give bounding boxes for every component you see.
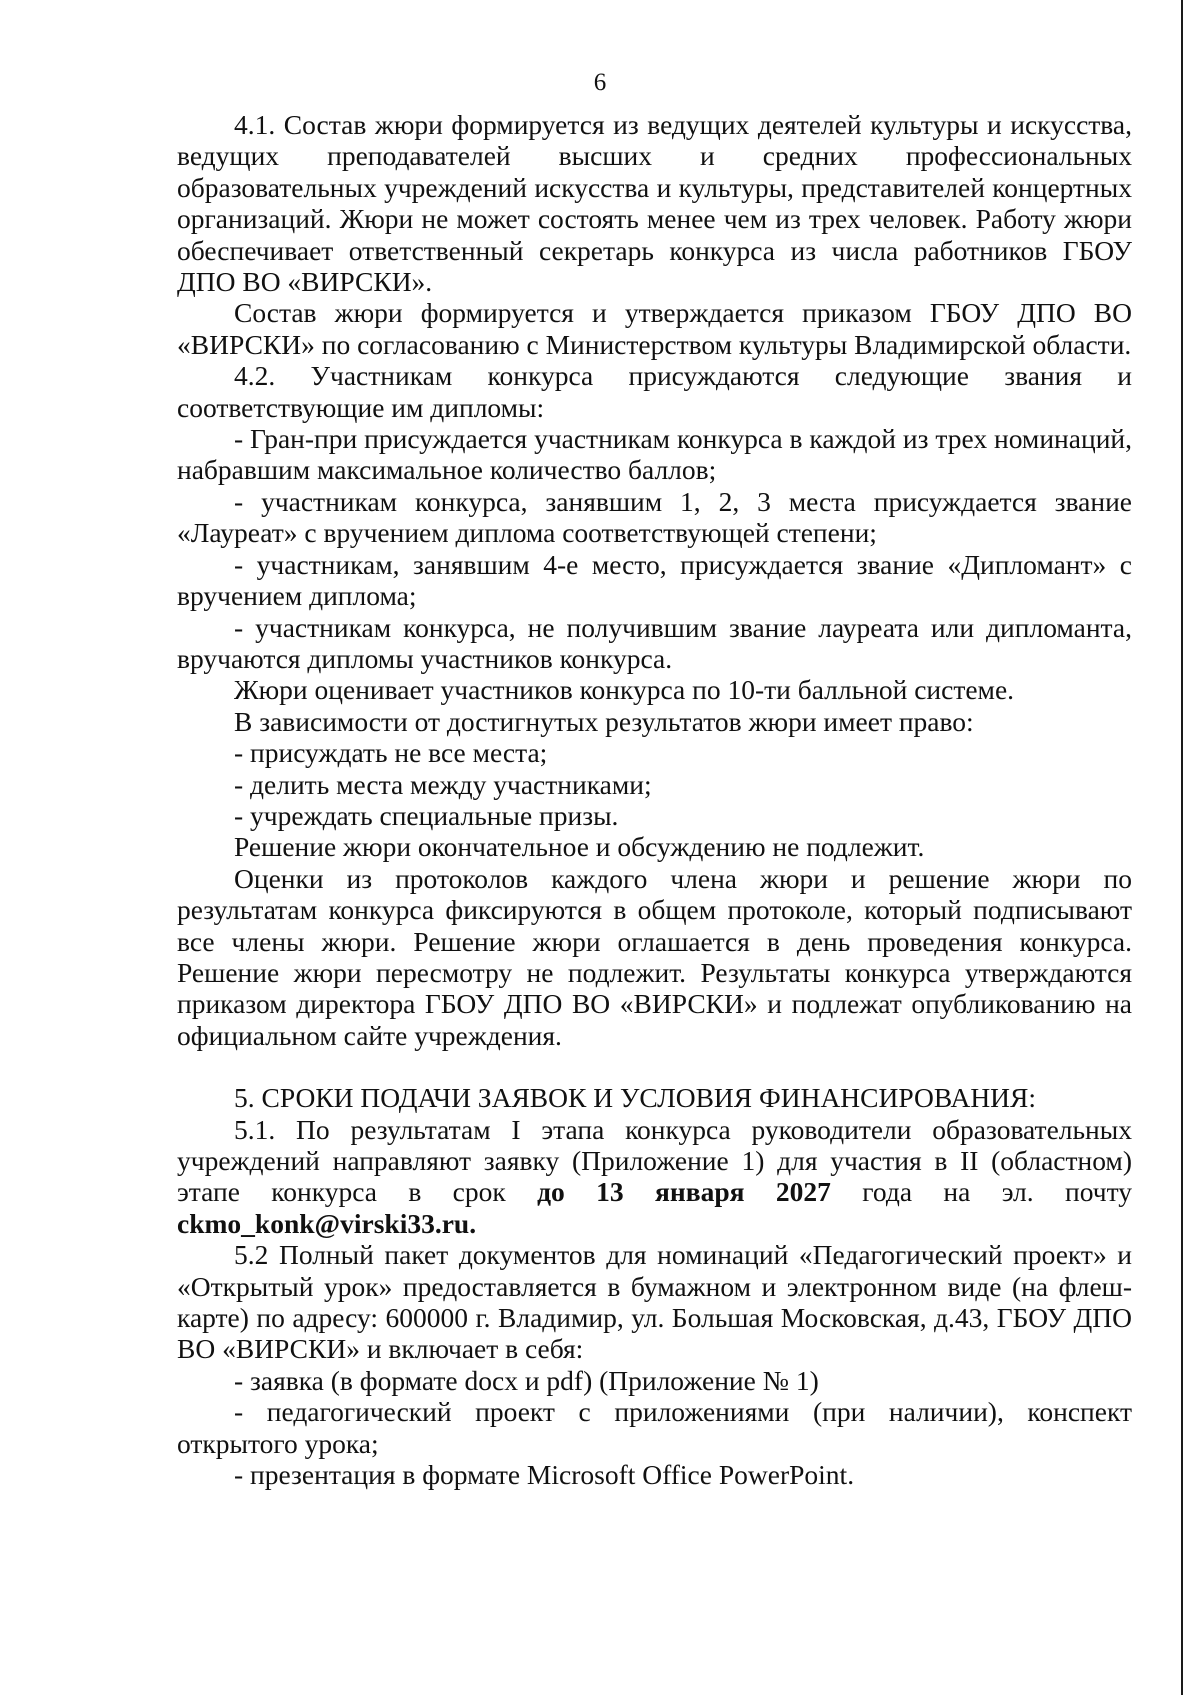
- contact-email: ckmo_konk@virski33.ru: [177, 1207, 470, 1239]
- rights-item-share: - делить места между участниками;: [234, 768, 652, 800]
- document-item-presentation: - презентация в формате Microsoft Office PowerPoint.: [234, 1459, 855, 1491]
- paragraph-5-1-mid: года на эл. почту: [830, 1176, 1132, 1208]
- paragraph-protocol: Оценки из протоколов каждого члена жюри и решение жюри по результатам конкурса фиксируются в общем протоколе, который подписывают все члены жюри. Решение жюри оглашается в день проведения конкурса. Решение жюри пересмотру не подлежит. Результаты конкурса утверждаются приказом директора ГБОУ ДПО ВО «ВИРСКИ» и подлежат опубликованию на официальном сайте учреждения.: [177, 862, 1132, 1051]
- rights-item-places: - присуждать не все места;: [234, 737, 548, 769]
- award-item-participant: - участникам конкурса, не получившим звание лауреата или дипломанта, вручаются дипломы участников конкурса.: [177, 611, 1132, 674]
- paragraph-5-1: [177, 1114, 1132, 1240]
- paragraph-rights-intro: В зависимости от достигнутых результатов жюри имеет право:: [234, 705, 974, 737]
- award-item-grand-prix: - Гран-при присуждается участникам конкурса в каждой из трех номинаций, набравшим максимальное количество баллов;: [177, 423, 1132, 486]
- paragraph-5-1-end: .: [469, 1207, 477, 1239]
- paragraph-5-1-start: 5.1. По результатам I этапа конкурса руководители образовательных учреждений направляют заявку (Приложение 1) для участия в II (областном) этапе конкурса в срок: [177, 1113, 1132, 1208]
- section-5-heading: 5. СРОКИ ПОДАЧИ ЗАЯВОК И УСЛОВИЯ ФИНАНСИРОВАНИЯ:: [234, 1082, 1037, 1114]
- paragraph-final-decision: Решение жюри окончательное и обсуждению не подлежит.: [234, 831, 925, 863]
- page-edge-line: [1181, 0, 1183, 1695]
- paragraph-5-2: 5.2 Полный пакет документов для номинаций «Педагогический проект» и «Открытый урок» предоставляется в бумажном и электронном виде (на флеш-карте) по адресу: 600000 г. Владимир, ул. Большая Московская, д.43, ГБОУ ДПО ВО «ВИРСКИ» и включает в себя:: [177, 1239, 1132, 1365]
- paragraph-jury-approval: Состав жюри формируется и утверждается приказом ГБОУ ДПО ВО «ВИРСКИ» по согласованию с Министерством культуры Владимирской области.: [177, 297, 1132, 360]
- award-item-laureate: - участникам конкурса, занявшим 1, 2, 3 места присуждается звание «Лауреат» с вручением диплома соответствующей степени;: [177, 485, 1132, 549]
- award-item-diplomant: - участникам, занявшим 4-е место, присуждается звание «Дипломант» с вручением диплома;: [177, 548, 1132, 612]
- paragraph-scoring: Жюри оценивает участников конкурса по 10-ти балльной системе.: [234, 674, 1015, 706]
- rights-item-prizes: - учреждать специальные призы.: [234, 799, 619, 831]
- paragraph-4-1: 4.1. Состав жюри формируется из ведущих деятелей культуры и искусства, ведущих преподавателей высших и средних профессиональных образовательных учреждений искусства и культуры, представителей концертных организаций. Жюри не может состоять менее чем из трех человек. Работу жюри обеспечивает ответственный секретарь конкурса из числа работников ГБОУ ДПО ВО «ВИРСКИ».: [177, 109, 1132, 298]
- page-number: 6: [593, 69, 607, 96]
- deadline-date: до 13 января 2027: [537, 1176, 831, 1208]
- paragraph-4-2: 4.2. Участникам конкурса присуждаются следующие звания и соответствующие им дипломы:: [177, 360, 1132, 423]
- document-item-project: - педагогический проект с приложениями (при наличии), конспект открытого урока;: [177, 1396, 1132, 1459]
- document-body: [177, 109, 1132, 1490]
- document-item-application: - заявка (в формате docx и pdf) (Приложение № 1): [234, 1364, 819, 1396]
